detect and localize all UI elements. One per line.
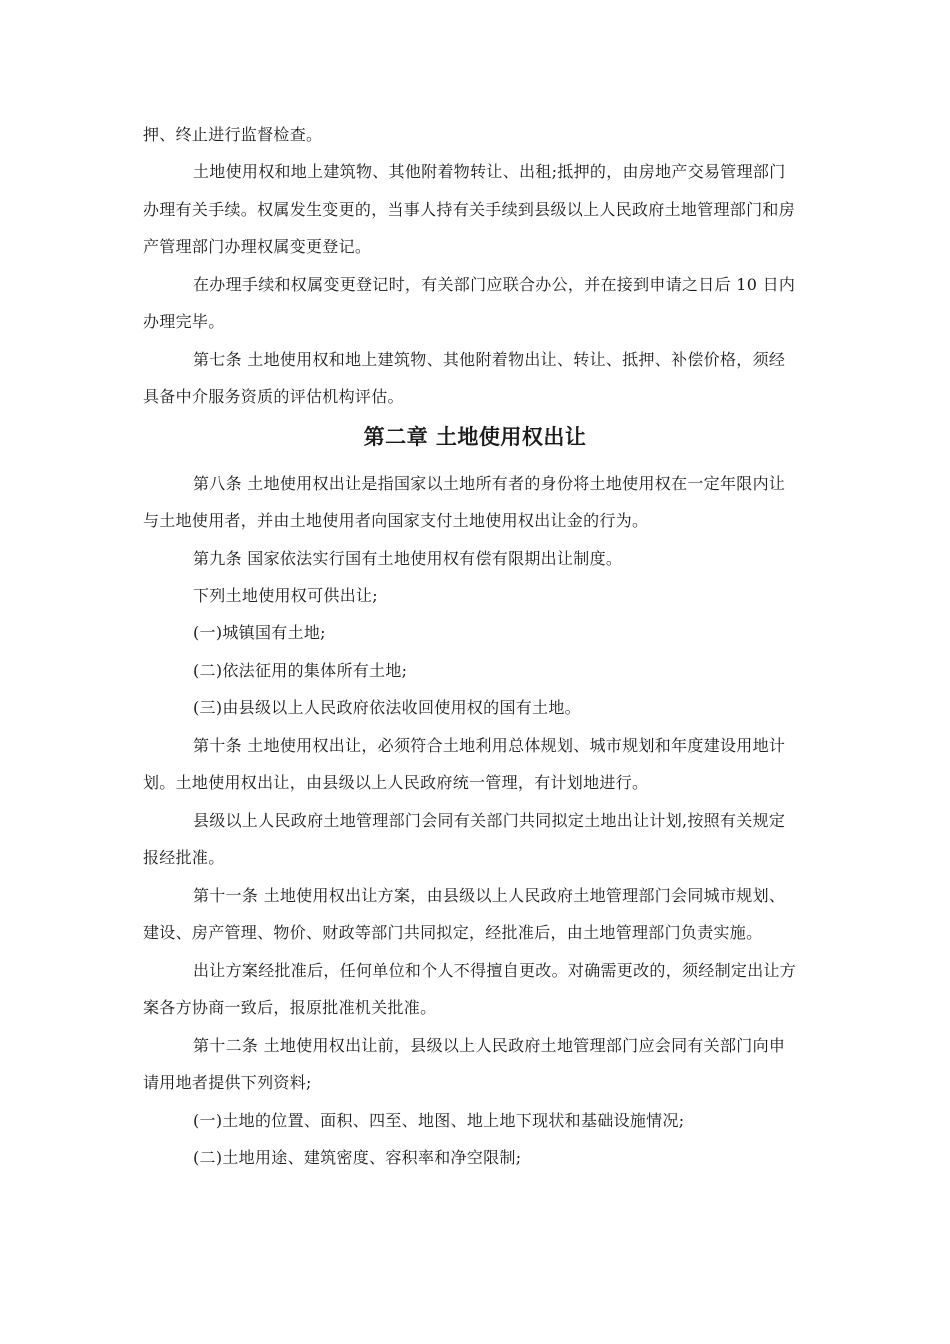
list-item: (二)土地用途、建筑密度、容积率和净空限制; bbox=[193, 1148, 522, 1167]
list-item: (一)土地的位置、面积、四至、地图、地上地下现状和基础设施情况; bbox=[193, 1111, 685, 1130]
paragraph-line: 下列土地使用权可供出让; bbox=[193, 586, 378, 605]
paragraph-line: 请用地者提供下列资料; bbox=[143, 1073, 312, 1092]
paragraph-line: 第十二条 土地使用权出让前，县级以上人民政府土地管理部门应会同有关部门向申 bbox=[193, 1036, 786, 1055]
list-item: (二)依法征用的集体所有土地; bbox=[193, 661, 408, 680]
paragraph-line: 具备中介服务资质的评估机构评估。 bbox=[143, 387, 404, 406]
paragraph-line: 划。土地使用权出让，由县级以上人民政府统一管理，有计划地进行。 bbox=[143, 773, 649, 792]
paragraph-line: 押、终止进行监督检查。 bbox=[143, 125, 323, 144]
paragraph-line: 第九条 国家依法实行国有土地使用权有偿有限期出让制度。 bbox=[193, 549, 623, 568]
paragraph-line: 与土地使用者，并由土地使用者向国家支付土地使用权出让金的行为。 bbox=[143, 511, 649, 530]
paragraph-line: 办理有关手续。权属发生变更的，当事人持有关手续到县级以上人民政府土地管理部门和房 bbox=[143, 200, 796, 219]
paragraph-line: 第七条 土地使用权和地上建筑物、其他附着物出让、转让、抵押、补偿价格，须经 bbox=[193, 350, 786, 369]
paragraph-line: 案各方协商一致后，报原批准机关批准。 bbox=[143, 998, 437, 1017]
paragraph-line: 出让方案经批准后，任何单位和个人不得擅自更改。对确需更改的，须经制定出让方 bbox=[193, 961, 797, 980]
paragraph-line: 第八条 土地使用权出让是指国家以土地所有者的身份将土地使用权在一定年限内让 bbox=[193, 474, 786, 493]
paragraph-line: 报经批准。 bbox=[143, 848, 225, 867]
list-item: (三)由县级以上人民政府依法收回使用权的国有土地。 bbox=[193, 698, 581, 717]
chapter-title: 第二章 土地使用权出让 bbox=[363, 424, 587, 449]
paragraph-line: 县级以上人民政府土地管理部门会同有关部门共同拟定土地出让计划,按照有关规定 bbox=[193, 811, 786, 830]
paragraph-line: 在办理手续和权属变更登记时，有关部门应联合办公，并在接到申请之日后 10 日内 bbox=[193, 275, 796, 294]
paragraph-line: 办理完毕。 bbox=[143, 312, 225, 331]
paragraph-line: 建设、房产管理、物价、财政等部门共同拟定，经批准后，由土地管理部门负责实施。 bbox=[143, 923, 763, 942]
paragraph-line: 第十条 土地使用权出让，必须符合土地利用总体规划、城市规划和年度建设用地计 bbox=[193, 736, 786, 755]
paragraph-line: 产管理部门办理权属变更登记。 bbox=[143, 237, 372, 256]
paragraph-line: 第十一条 土地使用权出让方案，由县级以上人民政府土地管理部门会同城市规划、 bbox=[193, 886, 786, 905]
list-item: (一)城镇国有土地; bbox=[193, 623, 326, 642]
paragraph-line: 土地使用权和地上建筑物、其他附着物转让、出租;抵押的，由房地产交易管理部门 bbox=[193, 162, 786, 181]
